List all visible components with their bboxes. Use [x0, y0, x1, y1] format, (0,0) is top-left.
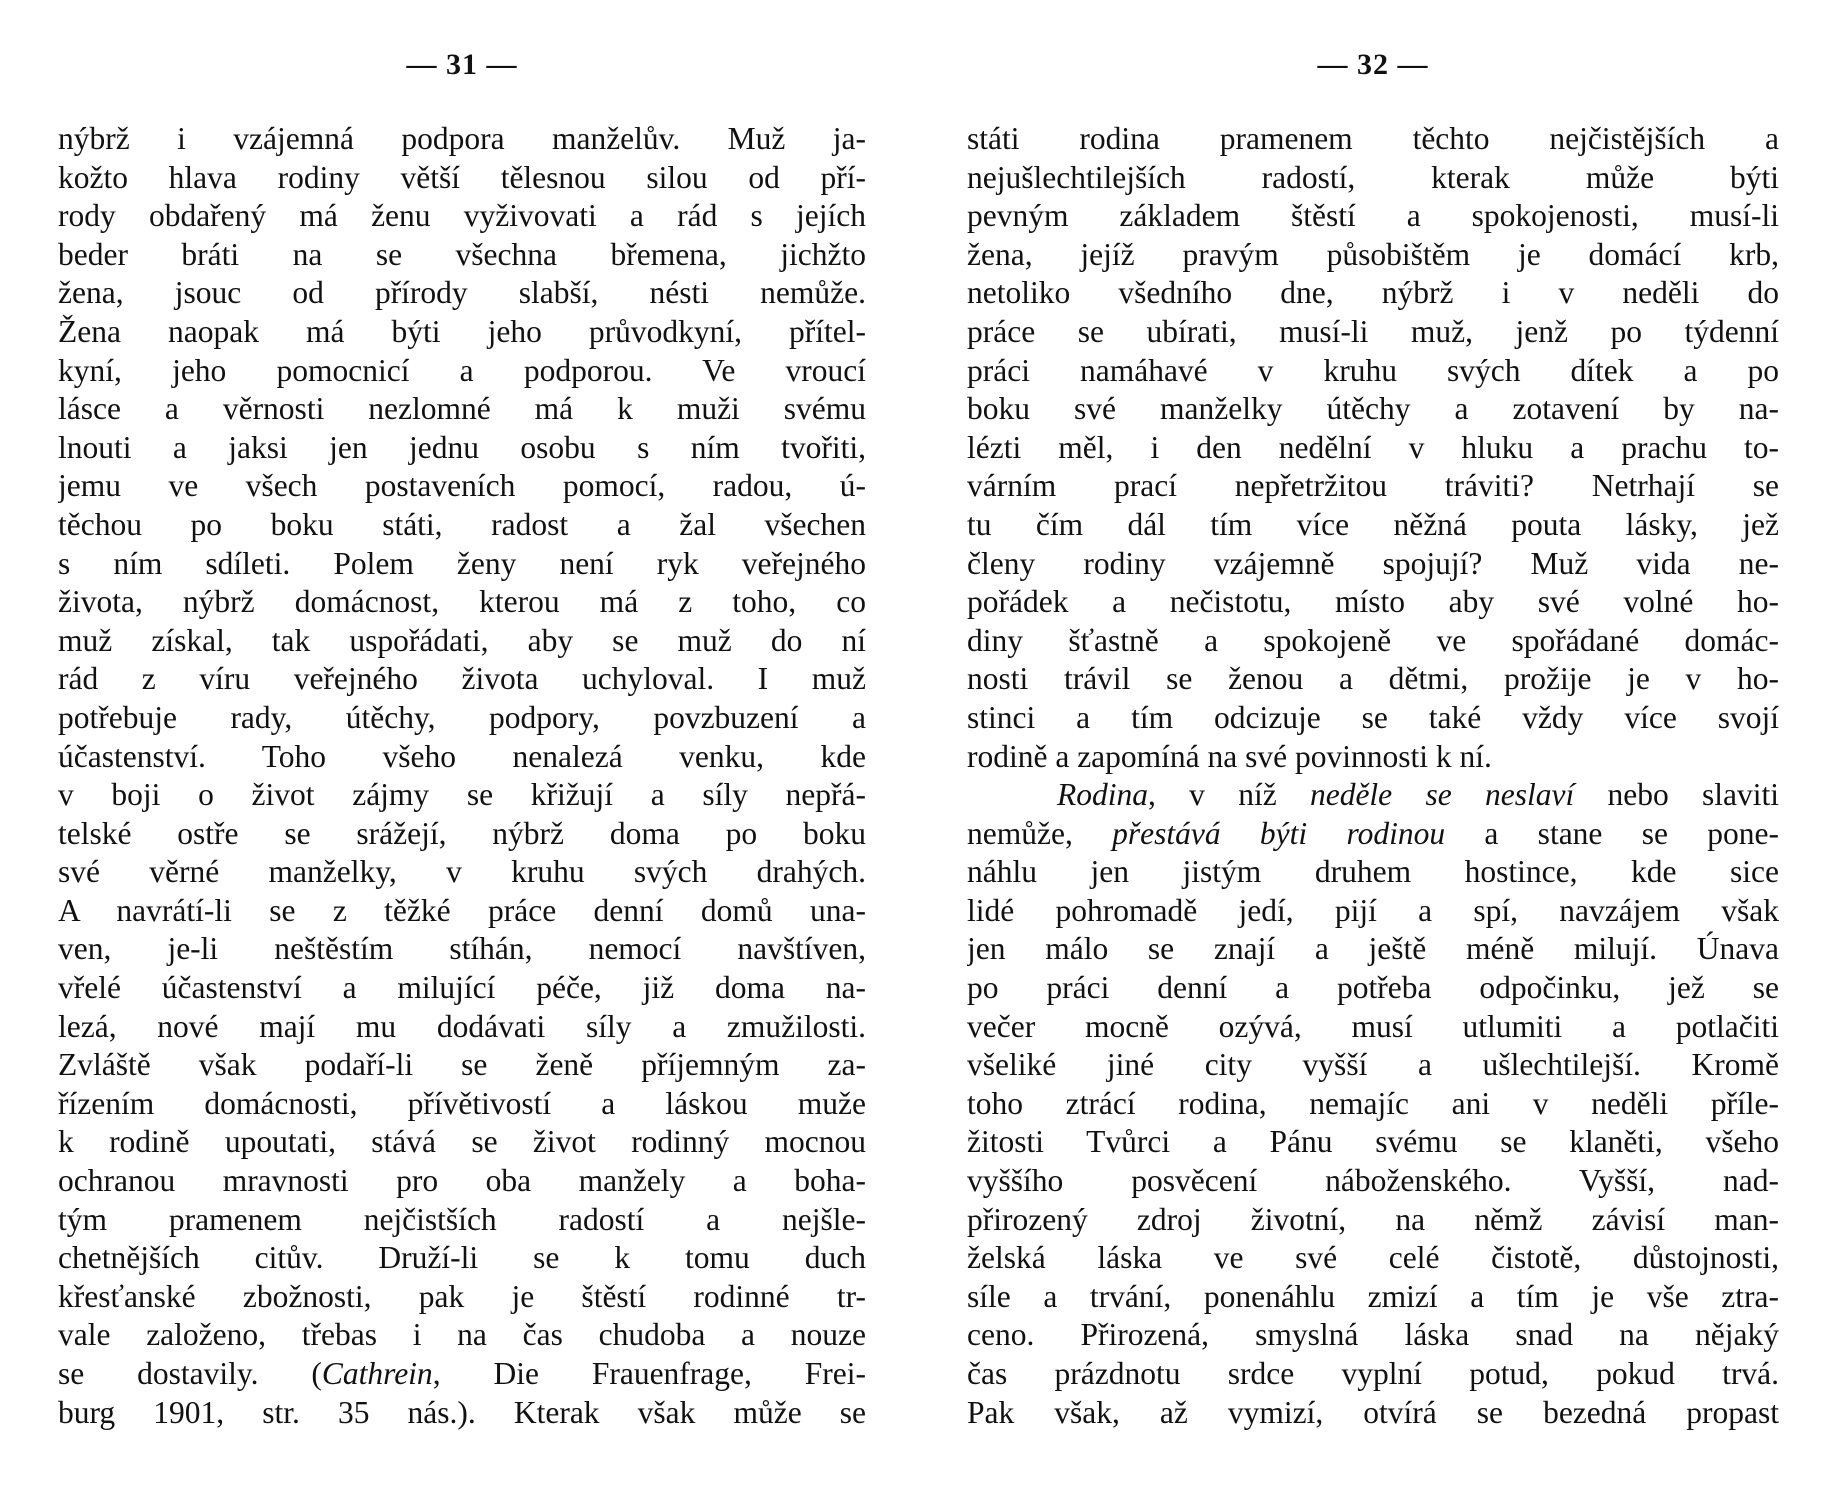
text-line: pevným základem štěstí a spokojenosti, musí-li — [967, 198, 1779, 234]
text-line: tu čím dál tím více něžná pouta lásky, jež — [967, 506, 1779, 542]
text-line: jemu ve všech postaveních pomocí, radou, ú- — [58, 468, 866, 504]
text-line: rody obdařený má ženu vyživovati a rád s jejích — [58, 198, 866, 234]
text-line: lezá, nové mají mu dodávati síly a zmužilosti. — [58, 1008, 866, 1044]
text-line: Rodina, v níž neděle se neslaví nebo slaviti — [1057, 777, 1779, 813]
text-line: ven, je-li neštěstím stíhán, nemocí navštíven, — [58, 931, 866, 967]
page-text — [967, 120, 1779, 1432]
page-text — [58, 120, 866, 1432]
text-line: žena, jejíž pravým působištěm je domácí krb, — [967, 236, 1779, 272]
text-line: chetnějších citův. Druží-li se k tomu duch — [58, 1240, 866, 1276]
text-line: náhlu jen jistým druhem hostince, kde sice — [967, 854, 1779, 890]
text-line: po práci denní a potřeba odpočinku, jež se — [967, 970, 1779, 1006]
page-number: — 31 — — [406, 48, 518, 81]
text-line: v boji o život zájmy se křižují a síly nepřá- — [58, 777, 866, 813]
text-line: účastenství. Toho všeho nenalezá venku, kde — [58, 738, 866, 774]
text-line: křesťanské zbožnosti, pak je štěstí rodinné tr- — [58, 1278, 866, 1314]
text-line: členy rodiny vzájemně spojují? Muž vida ne- — [967, 545, 1779, 581]
text-line: lidé pohromadě jedí, pijí a spí, navzájem však — [967, 892, 1779, 928]
text-line: nemůže, přestává býti rodinou a stane se pone- — [967, 815, 1779, 851]
text-line: jen málo se znají a ještě méně milují. Únava — [967, 931, 1779, 967]
text-line: přirozený zdroj životní, na němž závisí man- — [967, 1201, 1779, 1237]
text-line: práce se ubírati, musí-li muž, jenž po týdenní — [967, 313, 1779, 349]
text-line: své věrné manželky, v kruhu svých drahých. — [58, 854, 866, 890]
text-line: čas prázdnotu srdce vyplní potud, pokud trvá. — [967, 1356, 1779, 1391]
text-line: Pak však, až vymizí, otvírá se bezedná propast — [967, 1394, 1779, 1430]
text-line: večer mocně ozývá, musí utlumiti a potlačiti — [967, 1008, 1779, 1044]
text-line: s ním sdíleti. Polem ženy není ryk veřejného — [58, 545, 866, 581]
text-line: těchou po boku státi, radost a žal všechen — [58, 506, 866, 542]
text-line: beder bráti na se všechna břemena, jichžto — [58, 236, 866, 272]
text-line: stinci a tím odcizuje se také vždy více svojí — [967, 699, 1779, 735]
text-line: se dostavily. (Cathrein, Die Frauenfrage, Frei- — [58, 1356, 866, 1391]
text-line: boku své manželky útěchy a zotavení by na- — [967, 391, 1779, 427]
text-line: vřelé účastenství a milující péče, již doma na- — [58, 970, 866, 1006]
text-line: lásce a věrnosti nezlomné má k muži svému — [58, 391, 866, 427]
text-line: Žena naopak má býti jeho průvodkyní, přítel- — [58, 313, 866, 349]
text-line: k rodině upoutati, stává se život rodinný mocnou — [58, 1124, 866, 1160]
text-line: muž získal, tak uspořádati, aby se muž do ní — [58, 622, 866, 658]
text-line: žena, jsouc od přírody slabší, nésti nemůže. — [58, 275, 866, 311]
text-line: Zvláště však podaří-li se ženě příjemným za- — [58, 1047, 866, 1083]
text-line: řízením domácnosti, přívětivostí a láskou muže — [58, 1085, 866, 1121]
text-line: kožto hlava rodiny větší tělesnou silou od pří- — [58, 159, 866, 195]
text-line: nýbrž i vzájemná podpora manželův. Muž ja- — [58, 121, 866, 156]
text-line: nosti trávil se ženou a dětmi, prožije je v ho- — [967, 661, 1779, 697]
text-line: burg 1901, str. 35 nás.). Kterak však může se — [58, 1394, 866, 1430]
text-line: várním prací nepřetržitou tráviti? Netrhají se — [967, 468, 1779, 504]
text-line: vale založeno, třebas i na čas chudoba a nouze — [58, 1317, 866, 1353]
text-line: ochranou mravnosti pro oba manžely a boha- — [58, 1163, 866, 1199]
text-line: lézti měl, i den nedělní v hluku a prachu to- — [967, 429, 1779, 465]
text-line: pořádek a nečistotu, místo aby své volné ho- — [967, 584, 1779, 620]
text-line: rád z víru veřejného života uchyloval. I muž — [58, 661, 866, 697]
text-line: síle a trvání, ponenáhlu zmizí a tím je vše ztra- — [967, 1278, 1779, 1314]
text-line: všeliké jiné city vyšší a ušlechtilejší. Kromě — [967, 1047, 1779, 1083]
text-line: vyššího posvěcení náboženského. Vyšší, nad- — [967, 1163, 1779, 1199]
text-line: práci namáhavé v kruhu svých dítek a po — [967, 352, 1779, 388]
text-line: života, nýbrž domácnost, kterou má z toho, co — [58, 584, 866, 620]
text-line: telské ostře se srážejí, nýbrž doma po boku — [58, 815, 866, 851]
text-line: rodině a zapomíná na své povinnosti k ní. — [967, 738, 1492, 774]
page-number: — 32 — — [1317, 48, 1429, 81]
text-line: diny šťastně a spokojeně ve spořádané domác- — [967, 622, 1779, 658]
text-line: netoliko všedního dne, nýbrž i v neděli do — [967, 275, 1779, 311]
text-line: potřebuje rady, útěchy, podpory, povzbuzení a — [58, 699, 866, 735]
text-line: tým pramenem nejčistších radostí a nejšle- — [58, 1201, 866, 1237]
text-line: toho ztrácí rodina, nemajíc ani v neděli příle- — [967, 1085, 1779, 1121]
text-line: nejušlechtilejších radostí, kterak může býti — [967, 159, 1779, 195]
text-line: žitosti Tvůrci a Pánu svému se klaněti, všeho — [967, 1124, 1779, 1160]
text-line: kyní, jeho pomocnicí a podporou. Ve vroucí — [58, 352, 866, 388]
text-line: lnouti a jaksi jen jednu osobu s ním tvořiti, — [58, 429, 866, 465]
text-line: A navrátí-li se z těžké práce denní domů una- — [58, 892, 866, 928]
text-line: ceno. Přirozená, smyslná láska snad na nějaký — [967, 1317, 1779, 1353]
text-line: želská láska ve své celé čistotě, důstojnosti, — [967, 1240, 1779, 1276]
text-line: státi rodina pramenem těchto nejčistějších a — [967, 121, 1779, 156]
